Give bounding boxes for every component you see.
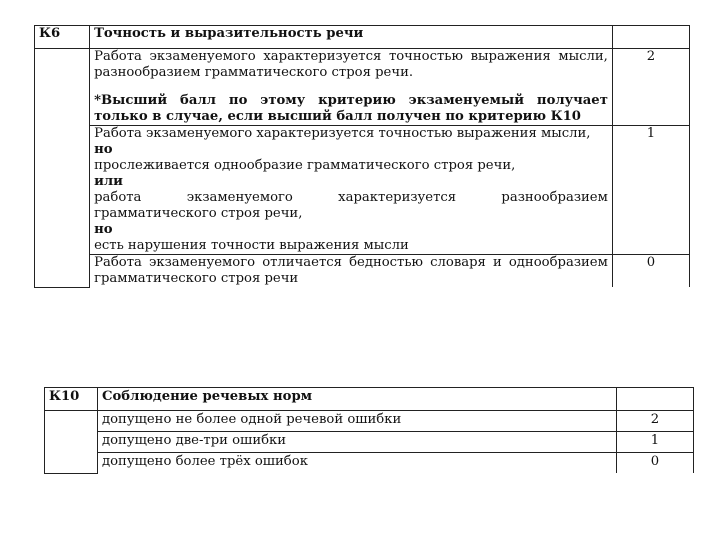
k6-code-empty-cell: [35, 49, 90, 288]
k6-row2-score: 1: [612, 126, 689, 255]
k10-row-text: допущено две-три ошибки: [98, 432, 617, 453]
k10-row-text: допущено более трёх ошибок: [98, 453, 617, 474]
k10-header-row: [45, 388, 694, 411]
k10-row-score: 2: [617, 411, 694, 432]
k6-row2-line1: Работа экзаменуемого характеризуется точностью выражения мысли,: [94, 126, 591, 141]
k10-code: К10: [45, 388, 98, 411]
k6-row3-score: 0: [612, 255, 689, 288]
k10-row: [45, 411, 694, 432]
k6-row2-or: или: [94, 174, 123, 189]
k10-row-score: 1: [617, 432, 694, 453]
k6-header-row: [35, 26, 690, 49]
k6-row1-score: 2: [612, 49, 689, 126]
k6-row1-description: [90, 49, 613, 126]
k6-row1-text: Работа экзаменуемого характеризуется точностью выражения мысли, разнообразием грамматического строя речи.: [94, 49, 608, 80]
k10-row-score: 0: [617, 453, 694, 474]
k6-row-score-1: [35, 126, 690, 255]
k10-row: [45, 453, 694, 474]
criterion-k10-table: [44, 387, 694, 474]
k6-code: К6: [35, 26, 90, 49]
k6-row2-but2: но: [94, 222, 113, 237]
criterion-k6-table: [34, 25, 690, 288]
k10-header-score: [617, 388, 694, 411]
k6-row2-line2: прослеживается однообразие грамматического строя речи,: [94, 158, 516, 173]
k6-row3-text: Работа экзаменуемого отличается бедностью словаря и однообразием грамматического строя речи: [90, 255, 613, 288]
k6-row2-description: [90, 126, 613, 255]
k6-row-score-0: [35, 255, 690, 288]
k6-header-score: [612, 26, 689, 49]
k10-row-text: допущено не более одной речевой ошибки: [98, 411, 617, 432]
k6-row2-but1: но: [94, 142, 113, 157]
k6-row1-note: *Высший балл по этому критерию экзаменуемый получает только в случае, если высший балл получен по критерию К10: [94, 93, 608, 124]
k10-code-empty-cell: [45, 411, 98, 474]
k10-row: [45, 432, 694, 453]
k6-title: Точность и выразительность речи: [90, 26, 613, 49]
k10-title: Соблюдение речевых норм: [98, 388, 617, 411]
k6-row2-line4: есть нарушения точности выражения мысли: [94, 238, 409, 253]
k6-row-score-2: [35, 49, 690, 126]
k6-row2-line3: работа экзаменуемого характеризуется разнообразием грамматического строя речи,: [94, 190, 608, 221]
